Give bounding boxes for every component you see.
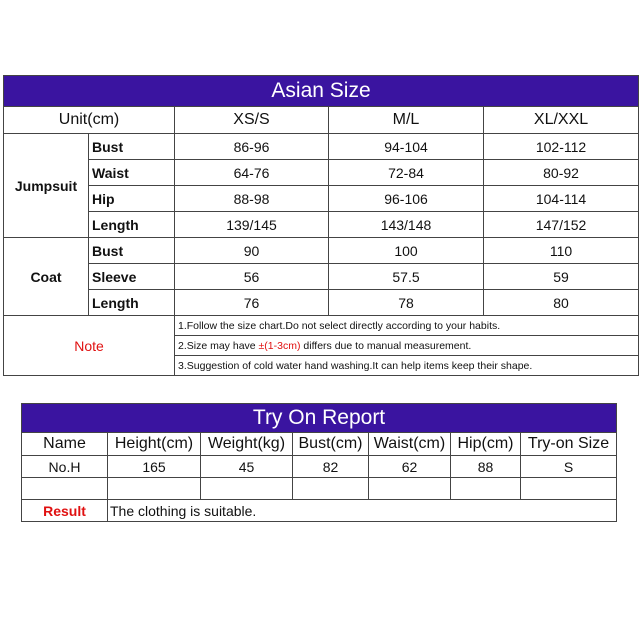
try-on-report-table (21, 403, 617, 522)
row-label: Length (89, 212, 175, 238)
size-header-xl-xxl: XL/XXL (484, 107, 639, 134)
cell-value: 80 (484, 290, 639, 316)
note-line-3: 3.Suggestion of cold water hand washing.It can help items keep their shape. (175, 356, 639, 376)
asian-size-table (3, 75, 639, 376)
cell-value: 86-96 (175, 134, 329, 160)
cell-value: 76 (175, 290, 329, 316)
empty-cell (293, 478, 369, 500)
col-header-height: Height(cm) (108, 433, 201, 456)
col-header-waist: Waist(cm) (369, 433, 451, 456)
cell-value: 88-98 (175, 186, 329, 212)
row-label: Hip (89, 186, 175, 212)
note-line-2-text: 2.Size may have (178, 339, 259, 352)
note-line-2 (175, 336, 639, 356)
size-chart-title: Asian Size (4, 76, 639, 107)
cell-value: 72-84 (329, 160, 484, 186)
row-label: Bust (89, 134, 175, 160)
col-header-weight: Weight(kg) (201, 433, 293, 456)
cell-value: 59 (484, 264, 639, 290)
row-label: Waist (89, 160, 175, 186)
cell-value: 147/152 (484, 212, 639, 238)
note-line-2-rest: differs due to manual measurement. (300, 339, 472, 352)
result-text: The clothing is suitable. (108, 500, 617, 522)
cell-name: No.H (22, 456, 108, 478)
row-label: Length (89, 290, 175, 316)
col-header-try-on-size: Try-on Size (521, 433, 617, 456)
cell-value: 57.5 (329, 264, 484, 290)
col-header-name: Name (22, 433, 108, 456)
cell-bust: 82 (293, 456, 369, 478)
cell-value: 96-106 (329, 186, 484, 212)
cell-value: 94-104 (329, 134, 484, 160)
cell-value: 56 (175, 264, 329, 290)
empty-cell (201, 478, 293, 500)
col-header-hip: Hip(cm) (451, 433, 521, 456)
note-tolerance-highlight: ±(1-3cm) (258, 339, 301, 352)
jumpsuit-label: Jumpsuit (4, 134, 89, 238)
size-header-m-l: M/L (329, 107, 484, 134)
cell-try-on-size: S (521, 456, 617, 478)
cell-value: 100 (329, 238, 484, 264)
empty-cell (369, 478, 451, 500)
row-label: Sleeve (89, 264, 175, 290)
empty-cell (108, 478, 201, 500)
unit-header: Unit(cm) (4, 107, 175, 134)
empty-cell (521, 478, 617, 500)
cell-hip: 88 (451, 456, 521, 478)
empty-cell (22, 478, 108, 500)
cell-value: 80-92 (484, 160, 639, 186)
cell-weight: 45 (201, 456, 293, 478)
note-label: Note (4, 316, 175, 376)
cell-value: 104-114 (484, 186, 639, 212)
cell-value: 143/148 (329, 212, 484, 238)
try-on-title: Try On Report (22, 404, 617, 433)
coat-label: Coat (4, 238, 89, 316)
col-header-bust: Bust(cm) (293, 433, 369, 456)
row-label: Bust (89, 238, 175, 264)
cell-value: 110 (484, 238, 639, 264)
note-line-1: 1.Follow the size chart.Do not select directly according to your habits. (175, 316, 639, 336)
size-header-xs-s: XS/S (175, 107, 329, 134)
cell-value: 139/145 (175, 212, 329, 238)
cell-value: 64-76 (175, 160, 329, 186)
cell-value: 102-112 (484, 134, 639, 160)
cell-height: 165 (108, 456, 201, 478)
cell-value: 78 (329, 290, 484, 316)
result-label: Result (22, 500, 108, 522)
empty-cell (451, 478, 521, 500)
cell-value: 90 (175, 238, 329, 264)
cell-waist: 62 (369, 456, 451, 478)
